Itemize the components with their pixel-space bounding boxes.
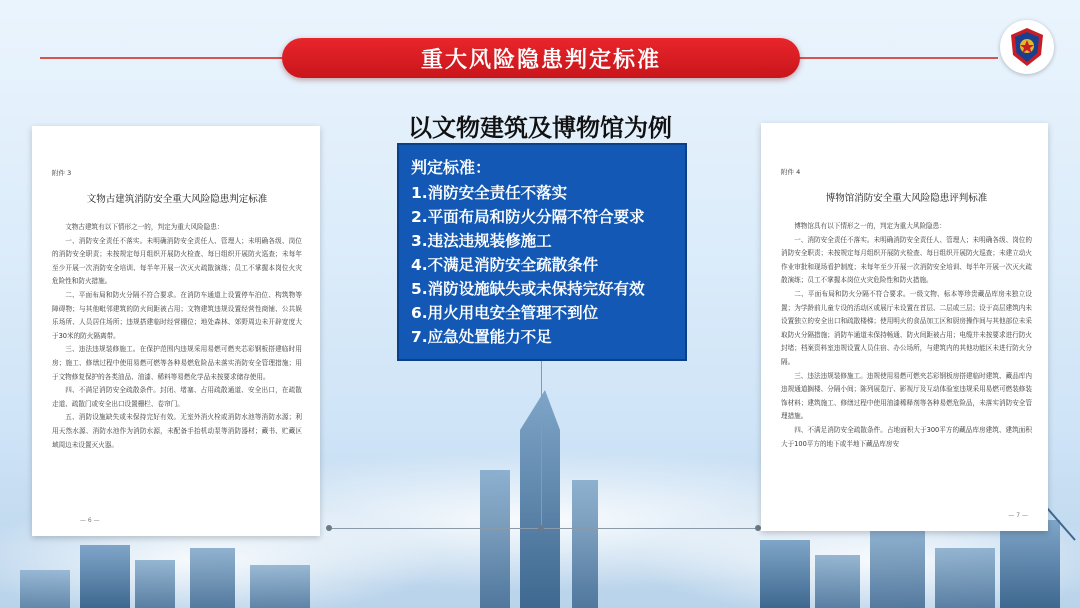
document-paragraph: 三、违法违规装修施工。违规使用易燃可燃夹芯彩钢板房搭建临时建筑、藏品库内违规通道搁楼、分隔小间；陈列展览厅、影视厅及互动体验室违规采用易燃可燃装修装饰材料；建筑施工、修缮过程中使用油漆稀释剂等各种易燃危险品，未落实消防安全管理措施。: [781, 371, 1032, 421]
standard-item: 1.消防安全责任不落实: [411, 184, 568, 202]
connector-vertical: [541, 361, 542, 529]
document-paragraph: 文物古建筑有以下情形之一的，判定为重大风险隐患：: [65, 223, 224, 231]
standard-item: 3.违法违规装修施工: [411, 232, 552, 250]
document-paragraph: 四、不满足消防安全疏散条件。封闭、堵塞、占用疏散通道、安全出口，在疏散走道、疏散门或安全出口设置栅栏、卷帘门。: [52, 386, 302, 408]
standard-item: 5.消防设施缺失或未保持完好有效: [411, 280, 645, 298]
connector-horizontal: [330, 528, 760, 529]
connector-dot-center: [538, 525, 544, 531]
standards-box: [397, 143, 687, 361]
connector-dot-left: [326, 525, 332, 531]
document-paragraph: 博物馆具有以下情形之一的，判定为重大风险隐患：: [794, 222, 946, 230]
document-tag: 附件 3: [52, 169, 72, 177]
document-paragraph: 一、消防安全责任不落实。未明确消防安全责任人、管理人；未明确各级、岗位的消防安全职责；未按规定每月组织开展防火检查、每日组织开展防火巡查；未建立动火作业审批和现场看护制度；未每年至少开展一次消防安全培训、每半年开展一次灭火疏散演练；员工不掌握本岗位火灾危险性和防火措施。: [781, 235, 1032, 285]
standard-item: 4.不满足消防安全疏散条件: [411, 256, 599, 274]
standard-item: 2.平面布局和防火分隔不符合要求: [411, 208, 645, 226]
page-number: — 6 —: [80, 517, 100, 524]
document-paragraph: 一、消防安全责任不落实。未明确消防安全责任人、管理人；未明确各级、岗位的消防安全职责；未按规定每月组织开展防火检查、每日组织开展防火巡查；未每年至少开展一次消防安全培训、每半年开展一次灭火疏散演练；员工不掌握本岗位火灾危险性和防火措施。: [52, 236, 302, 286]
section-subtitle: 以文物建筑及博物馆为例: [408, 114, 672, 142]
document-paragraph: 五、消防设施缺失或未保持完好有效。无室外消火栓或消防水池等消防水源；利用天然水源、消防水池作为消防水源，未配备手抬机动泵等消防器材；藏书、贮藏区域周边未设置灭火器。: [52, 413, 302, 449]
document-title: 文物古建筑消防安全重大风险隐患判定标准: [86, 194, 268, 205]
page-title: 重大风险隐患判定标准: [420, 47, 661, 73]
document-paragraph: 三、违法违规装修施工。在保护范围内违规采用易燃可燃夹芯彩钢板搭建临时用房；施工、修缮过程中使用易燃可燃等各种易燃危险品未落实消防安全管理措施；用于文物修复保护的各类油品、油漆、稀料等易燃化学品未按要求储存使用。: [52, 345, 302, 381]
title-banner: [282, 38, 800, 78]
document-left: [32, 126, 320, 536]
standard-item: 6.用火用电安全管理不到位: [411, 304, 599, 322]
page-number: — 7 —: [1008, 512, 1028, 519]
document-right: [761, 123, 1048, 531]
document-paragraph: 二、平面布局和防火分隔不符合要求。在消防车通道上设置停车泊位、构筑物等障碍物；与其他毗邻建筑的防火间距被占用；文物建筑违规设置经营性商铺、公共娱乐场所、人员居住场所；违规搭建临时经营棚位；地处森林、郊野周边未开辟宽度大于30米的防火隔离带。: [52, 290, 302, 340]
document-tag: 附件 4: [781, 168, 801, 176]
banner-rule-right: [798, 57, 998, 59]
document-title: 博物馆消防安全重大风险隐患评判标准: [825, 193, 988, 204]
document-paragraph: 二、平面布局和防火分隔不符合要求。一级文物、标本等珍贵藏品库房未独立设置；为学龄前儿童专设的活动区或展厅未设置在首层、二层或三层；设于高层建筑内未设置独立的安全出口和疏散楼梯；使用明火的食品加工区和厨房操作间与其他部位未采取防火分隔措施；消防车通道未保持畅通、防火间距被占用；电缆井未按要求进行防火封堵；档案资料室违规设置人员住宿、办公场所，与建筑内的其他功能区未进行防火分隔。: [781, 289, 1032, 366]
standards-title: 判定标准：: [411, 158, 492, 177]
standard-item: 7.应急处置能力不足: [411, 328, 552, 346]
banner-rule-left: [40, 57, 284, 59]
fire-rescue-emblem-icon: [1000, 20, 1054, 74]
document-paragraph: 四、不满足消防安全疏散条件。占地面积大于300平方的藏品库房建筑、建筑面积大于100平方的地下或半地下藏品库房安: [781, 425, 1032, 448]
